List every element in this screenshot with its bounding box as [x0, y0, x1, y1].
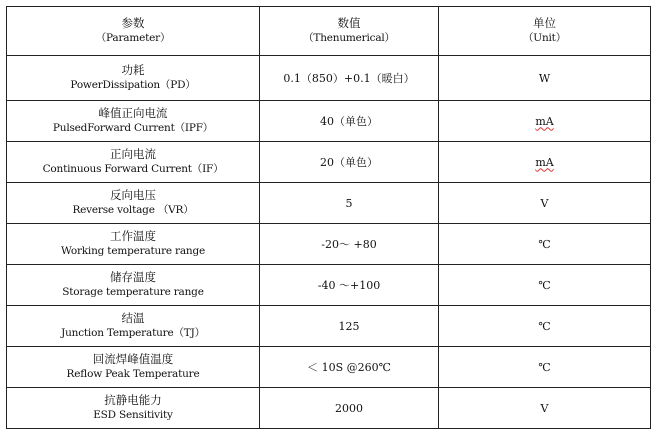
param-cell: [7, 142, 260, 183]
param-zh: 结温: [121, 311, 145, 325]
unit-cell: W: [439, 56, 651, 101]
param-en: Storage temperature range: [62, 286, 204, 298]
unit-cell: ℃: [439, 224, 651, 265]
param-en: Reflow Peak Temperature: [66, 368, 200, 380]
param-zh: 功耗: [121, 63, 145, 77]
header-value-en: （Thenumerical）: [303, 32, 395, 44]
param-zh: 正向电流: [110, 147, 156, 161]
param-cell: [7, 224, 260, 265]
table-row: [7, 306, 651, 347]
unit-cell: ℃: [439, 265, 651, 306]
param-cell: [7, 388, 260, 429]
param-zh: 峰值正向电流: [98, 106, 168, 120]
value-cell: 20（单色）: [260, 142, 439, 183]
value-cell: 0.1（850）+0.1（暖白）: [260, 56, 439, 101]
table-row: [7, 56, 651, 101]
unit-text: mA: [535, 114, 554, 128]
unit-cell: [439, 142, 651, 183]
param-zh: 储存温度: [110, 270, 156, 284]
param-zh: 抗静电能力: [104, 393, 162, 407]
value-cell: 125: [260, 306, 439, 347]
param-cell: [7, 101, 260, 142]
param-cell: [7, 183, 260, 224]
unit-cell: ℃: [439, 347, 651, 388]
header-unit-en: （Unit）: [523, 32, 566, 44]
header-unit-zh: 单位: [533, 16, 556, 30]
param-cell: [7, 306, 260, 347]
value-cell: 5: [260, 183, 439, 224]
header-parameter-en: （Parameter）: [95, 32, 171, 44]
unit-cell: [439, 101, 651, 142]
table-row: [7, 142, 651, 183]
param-zh: 回流焊峰值温度: [92, 352, 174, 366]
header-parameter: [7, 7, 260, 56]
param-en: Junction Temperature（TJ）: [61, 327, 205, 339]
table-row: [7, 388, 651, 429]
param-en: Continuous Forward Current（IF）: [42, 163, 224, 175]
param-en: PowerDissipation（PD）: [70, 79, 196, 91]
unit-cell: V: [439, 388, 651, 429]
value-cell: -40 ～+100: [260, 265, 439, 306]
table-row: [7, 265, 651, 306]
param-en: Working temperature range: [60, 245, 206, 257]
spec-table: [6, 6, 651, 429]
table-row: [7, 347, 651, 388]
table-row: [7, 183, 651, 224]
table-row: [7, 224, 651, 265]
header-row: [7, 7, 651, 56]
value-cell: -20～ +80: [260, 224, 439, 265]
value-cell: 40（单色）: [260, 101, 439, 142]
param-cell: [7, 56, 260, 101]
header-parameter-zh: 参数: [121, 16, 145, 30]
unit-cell: ℃: [439, 306, 651, 347]
unit-cell: V: [439, 183, 651, 224]
unit-text: mA: [535, 155, 554, 169]
param-en: PulsedForward Current（IPF）: [52, 122, 214, 134]
header-value-zh: 数值: [337, 16, 361, 30]
table-row: [7, 101, 651, 142]
param-cell: [7, 265, 260, 306]
value-cell: 2000: [260, 388, 439, 429]
param-en: Reverse voltage （VR）: [72, 204, 194, 216]
param-zh: 反向电压: [110, 188, 156, 202]
param-cell: [7, 347, 260, 388]
header-value: [260, 7, 439, 56]
param-en: ESD Sensitivity: [93, 409, 173, 421]
value-cell: ＜ 10S @260℃: [260, 347, 439, 388]
header-unit: [439, 7, 651, 56]
param-zh: 工作温度: [110, 229, 156, 243]
